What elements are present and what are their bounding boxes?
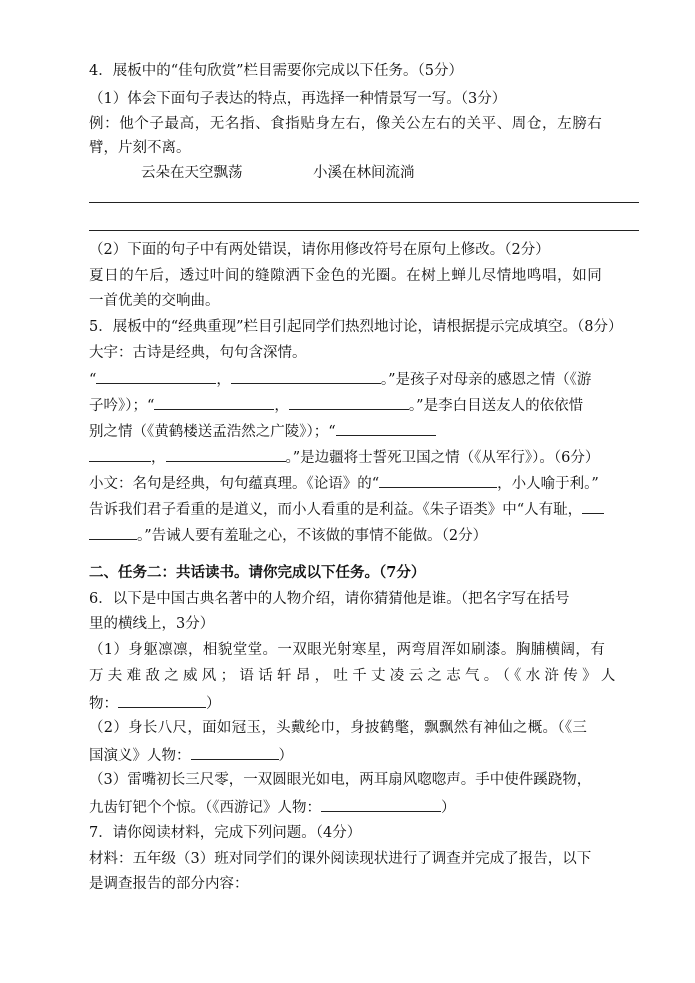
q6-item3-line1: （3）雷嘴初长三尺零，一双圆眼光如电，两耳扇风唿唿声。手中使件蹊跷物， — [89, 772, 592, 788]
answer-blank[interactable] — [118, 692, 206, 708]
q5-title: 5．展板中的“经典重现”栏目引起同学们热烈地讨论，请根据提示完成填空。（8分） — [89, 319, 623, 335]
blank[interactable] — [289, 394, 409, 410]
blank[interactable] — [231, 368, 381, 384]
blank[interactable] — [89, 446, 151, 462]
answer-line[interactable] — [89, 230, 639, 231]
blank[interactable] — [166, 446, 286, 462]
q6-item1-line3: 物： ） — [89, 692, 221, 714]
answer-blank[interactable] — [191, 744, 279, 760]
answer-line[interactable] — [89, 202, 639, 203]
answer-blank[interactable] — [321, 796, 441, 812]
blank[interactable] — [96, 368, 216, 384]
q4-scene-cloud: 云朵在天空飘荡 — [141, 165, 243, 181]
q4-sub1: （1）体会下面句子表达的特点，再选择一种情景写一写。（3分） — [89, 91, 507, 107]
q6-title-line2: 里的横线上，3分） — [89, 616, 215, 632]
q5-poem-line1: “ ， 。”是孩子对母亲的感恩之情（《游 — [89, 368, 591, 390]
q5-gaosu-line: 告诉我们君子看重的是道义，而小人看重的是利益。《朱子语类》中“人有耻， — [89, 498, 604, 520]
section2-title: 二、任务二：共话读书。请你完成以下任务。（7分） — [89, 564, 426, 581]
q5-poem-line4: ， 。”是边疆将士誓死卫国之情（《从军行》）。（6分） — [89, 446, 599, 468]
q5-dayu: 大宇：古诗是经典，句句含深情。 — [89, 345, 307, 361]
q5-gaosu-line2: 。”告诫人要有羞耻之心，不该做的事情不能做。（2分） — [89, 524, 487, 546]
q5-poem-line2: 子吟》）；“ ， 。”是李白目送友人的依依惜 — [89, 394, 583, 416]
q4-example-line2: 臂，片刻不离。 — [89, 140, 191, 156]
q4-title: 4．展板中的“佳句欣赏”栏目需要你完成以下任务。（5分） — [89, 63, 464, 79]
q6-item1-line2: 万夫难敌之威风；语话轩昂，吐千丈凌云之志气。（《水浒传》人 — [89, 668, 620, 684]
q7-material-line1: 材料：五年级（3）班对同学们的课外阅读现状进行了调查并完成了报告，以下 — [89, 851, 592, 867]
blank[interactable] — [582, 498, 604, 514]
q7-material-line2: 是调查报告的部分内容： — [89, 876, 249, 892]
q6-item2-line2: 国演义》人物： ） — [89, 744, 293, 766]
q4-error-line1: 夏日的午后，透过叶间的缝隙洒下金色的光圈。在树上蝉儿尽情地鸣唱，如同 — [89, 268, 603, 284]
q6-item3-line2: 九齿钉钯个个惊。（《西游记》人物： ） — [89, 796, 456, 818]
q4-sub2: （2）下面的句子中有两处错误，请你用修改符号在原句上修改。（2分） — [89, 242, 550, 258]
q4-example-line1: 例：他个子最高，无名指、食指贴身左右，像关公左右的关平、周仓，左膀右 — [89, 116, 603, 132]
q6-item1-line1: （1）身躯凛凛，相貌堂堂。一双眼光射寒星，两弯眉浑如刷漆。胸脯横阔，有 — [89, 642, 606, 658]
q7-title: 7．请你阅读材料，完成下列问题。（4分） — [89, 825, 362, 841]
q5-poem-line3: 别之情（《黄鹤楼送孟浩然之广陵》）；“ — [89, 420, 436, 442]
q4-error-line2: 一首优美的交响曲。 — [89, 293, 220, 309]
q6-item2-line1: （2）身长八尺，面如冠玉，头戴纶巾，身披鹤氅，飘飘然有神仙之概。（《三 — [89, 720, 588, 736]
blank[interactable] — [154, 394, 274, 410]
blank[interactable] — [89, 524, 137, 540]
q4-scene-stream: 小溪在林间流淌 — [313, 165, 415, 181]
q5-xiaowen: 小文：名句是经典，句句蕴真理。《论语》的“ ，小人喻于利。” — [89, 472, 599, 494]
blank[interactable] — [336, 420, 436, 436]
blank[interactable] — [379, 472, 497, 488]
q6-title-line1: 6．以下是中国古典名著中的人物介绍，请你猜猜他是谁。（把名字写在括号 — [89, 591, 570, 607]
